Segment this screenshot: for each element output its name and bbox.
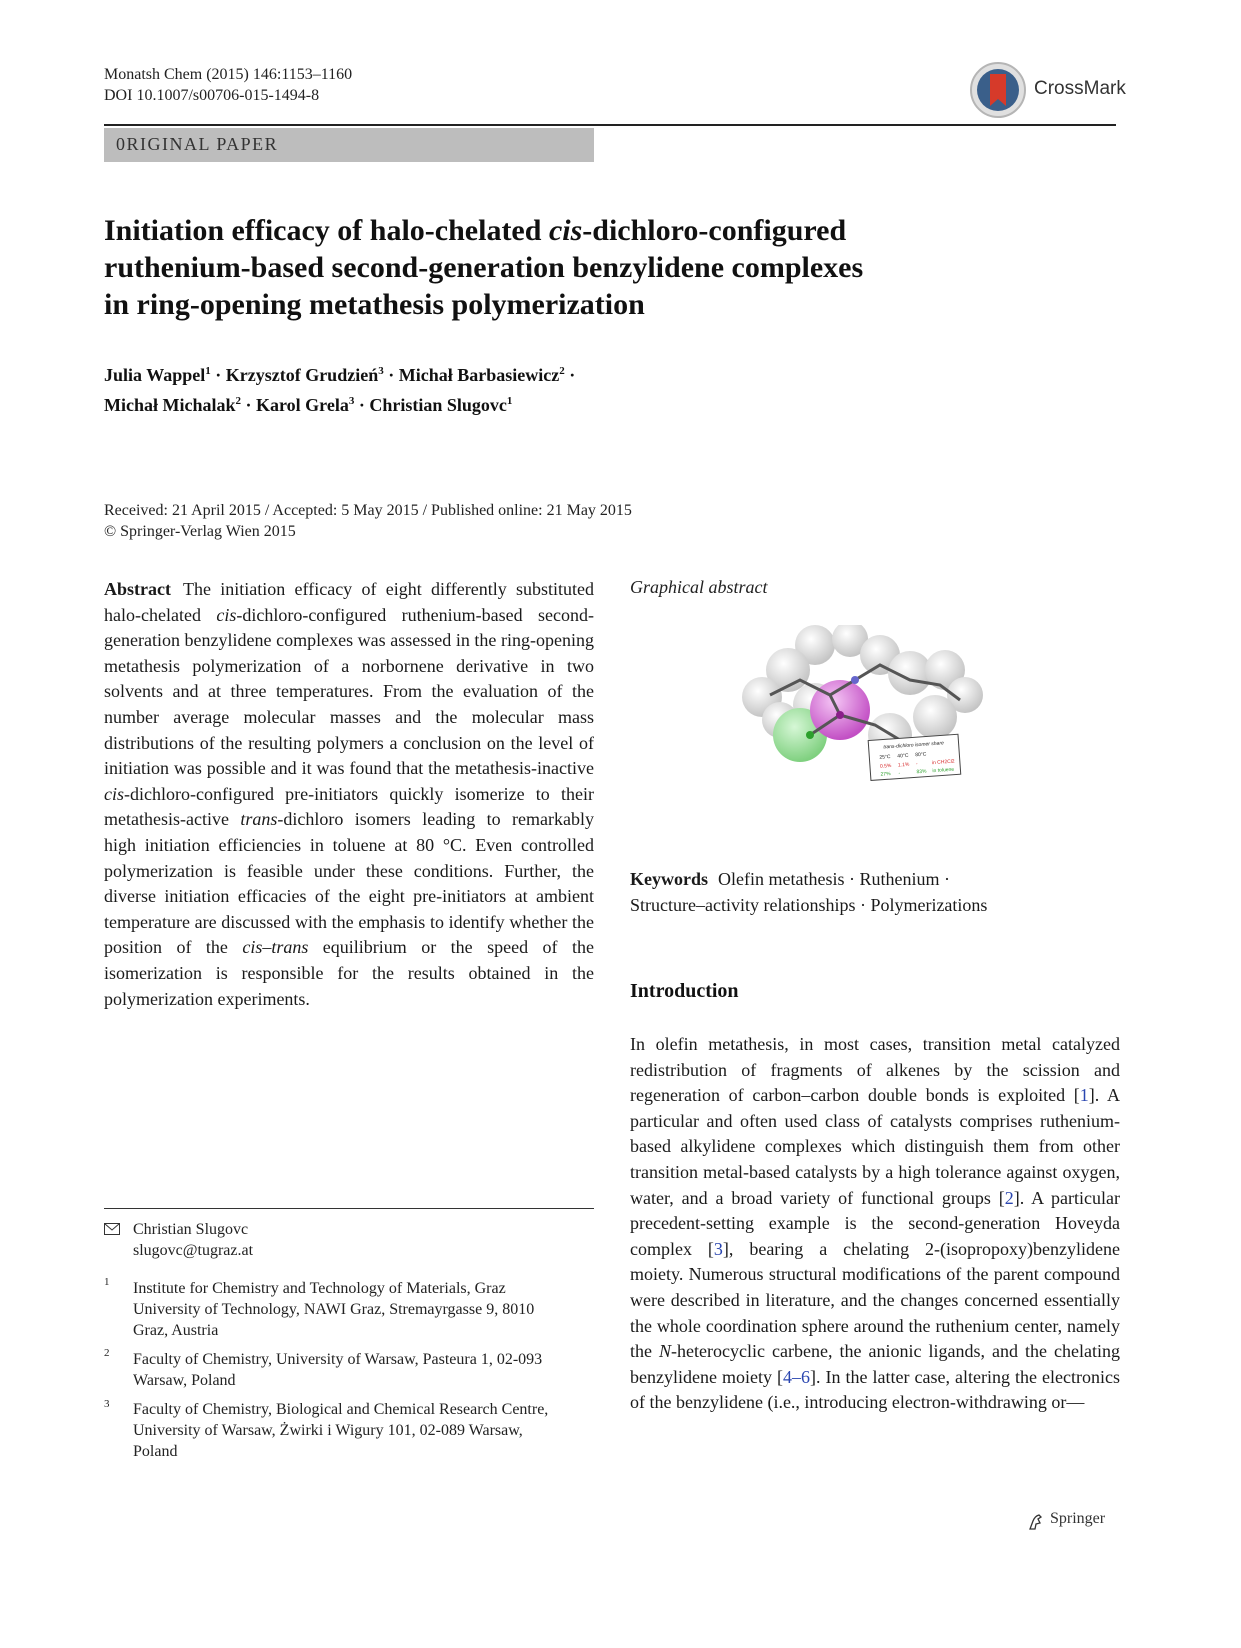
author-name[interactable]: Christian Slugovc <box>369 395 507 415</box>
affiliation-number: 1 <box>104 1276 110 1288</box>
inset-cell: 27% <box>880 771 891 778</box>
graphical-abstract-figure <box>740 625 1000 805</box>
article-type-label: 0RIGINAL PAPER <box>116 134 279 154</box>
contact-name: Christian Slugovc <box>133 1221 249 1238</box>
footnote-rule <box>104 1208 594 1209</box>
introduction-heading: Introduction <box>630 980 739 1002</box>
author-affiliation: 2 <box>559 365 565 377</box>
inset-header: 40°C <box>897 752 909 760</box>
author-separator: · <box>210 365 226 385</box>
graphical-abstract-label: Graphical abstract <box>630 577 768 597</box>
inset-header: 25°C <box>879 754 891 761</box>
affiliation-text: Faculty of Chemistry, Biological and Chemical Research Centre, University of Warsaw, Żwirki i Wigury 101, 02-089 Warsaw, Poland <box>133 1401 549 1460</box>
keywords-label: Keywords <box>630 869 708 889</box>
inset-cell: - <box>898 770 901 777</box>
title-line-3: in ring-opening metathesis polymerization <box>104 288 645 321</box>
author-name[interactable]: Julia Wappel <box>104 365 206 385</box>
inset-solvent: in toluene <box>932 766 955 775</box>
doi-line[interactable]: DOI 10.1007/s00706-015-1494-8 <box>104 87 320 104</box>
affiliation-number: 2 <box>104 1347 110 1359</box>
keywords-line-1: Keywords Olefin metathesis · Ruthenium · <box>630 869 950 889</box>
author-list <box>104 358 804 418</box>
author-name[interactable]: Krzysztof Grudzień <box>225 365 379 385</box>
header-rule <box>104 124 1116 126</box>
springer-horse-icon <box>1026 1512 1046 1532</box>
author-line-2 <box>104 388 804 418</box>
author-name[interactable]: Michał Barbasiewicz <box>398 365 560 385</box>
inset-cell: 0.5% <box>879 763 892 770</box>
reference-link[interactable]: 4–6 <box>783 1366 810 1387</box>
paper-title <box>104 212 1004 323</box>
envelope-icon <box>104 1223 120 1235</box>
reference-link[interactable]: 1 <box>1079 1085 1089 1106</box>
affiliation-text: Faculty of Chemistry, University of Warsaw, Pasteura 1, 02-093 Warsaw, Poland <box>133 1351 543 1389</box>
reference-link[interactable]: 2 <box>1004 1187 1014 1208</box>
isomer-share-inset <box>868 734 961 780</box>
introduction-body: In olefin metathesis, in most cases, transition metal catalyzed redistribution of fragments of alkenes by the scission and regeneration of carbon–carbon double bonds is exploited [1]. A particular and often used class of catalysts comprises ruthenium-based alkylidene complexes which distinguish them from other transition metal-based catalysts by a high tolerance against oxygen, water, and a broad variety of functional groups [2]. A particular precedent-setting example is the second-generation Hoveyda complex [3], bearing a chelating 2-(isopropoxy)benzylidene moiety. Numerous structural modifications of the parent compound were described in literature, and the changes concerned essentially the whole coordination sphere around the ruthenium center, namely the N-heterocyclic carbene, the anionic ligands, and the chelating benzylidene moiety [4–6]. In the latter case, altering the electronics of the benzylidene (i.e., introducing electron-withdrawing or— <box>630 1034 1121 1413</box>
article-dates <box>104 500 632 542</box>
author-separator: · <box>241 395 257 415</box>
keywords-line-2: Structure–activity relationships · Polymerizations <box>630 895 988 915</box>
author-affiliation: 1 <box>506 395 513 407</box>
journal-citation <box>104 64 352 106</box>
title-line-1: Initiation efficacy of halo-chelated cis-dichloro-configured <box>104 214 847 247</box>
author-affiliation: 3 <box>378 365 384 377</box>
contact-email[interactable]: slugovc@tugraz.at <box>133 1242 254 1259</box>
author-line-1 <box>104 358 804 388</box>
author-affiliation: 2 <box>235 395 241 407</box>
publisher-name: Springer <box>1050 1510 1106 1527</box>
inset-title: trans-dichloro isomer share <box>883 740 945 751</box>
author-affiliation: 1 <box>205 365 211 377</box>
copyright-line: © Springer-Verlag Wien 2015 <box>104 523 296 540</box>
abstract-label: Abstract <box>104 579 171 599</box>
author-affiliation: 3 <box>348 395 355 407</box>
inset-solvent: in CH2Cl2 <box>931 758 955 767</box>
journal-line: Monatsh Chem (2015) 146:1153–1160 <box>104 66 353 83</box>
affiliation-number: 3 <box>104 1398 110 1410</box>
crossmark-label: CrossMark <box>1034 78 1126 99</box>
keywords <box>630 866 1120 918</box>
history-line: Received: 21 April 2015 / Accepted: 5 May 2015 / Published online: 21 May 2015 <box>104 502 632 519</box>
article-type-banner <box>104 128 594 162</box>
author-name[interactable]: Karol Grela <box>256 395 349 415</box>
affiliation-text: Institute for Chemistry and Technology of Materials, Graz University of Technology, NAWI Graz, Stremayrgasse 9, 8010 Graz, Austria <box>133 1280 535 1339</box>
author-separator: · <box>354 395 370 415</box>
inset-cell: - <box>915 761 918 768</box>
inset-header: 80°C <box>915 751 927 759</box>
inset-cell: 83% <box>916 768 927 776</box>
title-line-2: ruthenium-based second-generation benzylidene complexes <box>104 251 864 284</box>
abstract: Abstract The initiation efficacy of eight differently substituted halo-chelated cis-dichloro-configured ruthenium-based second-generation benzylidene complexes was assessed in the ring-opening metathesis polymerization of a norbornene derivative in two solvents and at three temperatures. From the evaluation of the number average molecular masses and the molecular mass distributions of the resulting polymers a conclusion on the level of initiation was possible and it was found that the metathesis-inactive cis-dichloro-configured pre-initiators quickly isomerize to their metathesis-active trans-dichloro isomers leading to remarkably high initiation efficiencies in toluene at 80 °C. Even controlled polymerization is feasible under these conditions. Further, the diverse initiation efficacies of the eight pre-initiators at ambient temperature are discussed with the emphasis to identify whether the position of the cis–trans equilibrium or the speed of the isomerization is responsible for the results obtained in the polymerization experiments. <box>104 579 594 1009</box>
author-name[interactable]: Michał Michalak <box>104 395 236 415</box>
inset-cell: 1.1% <box>897 761 910 769</box>
author-separator: · <box>383 365 399 385</box>
corresponding-author <box>133 1219 253 1261</box>
author-separator: · <box>564 365 576 385</box>
reference-link[interactable]: 3 <box>713 1238 723 1259</box>
